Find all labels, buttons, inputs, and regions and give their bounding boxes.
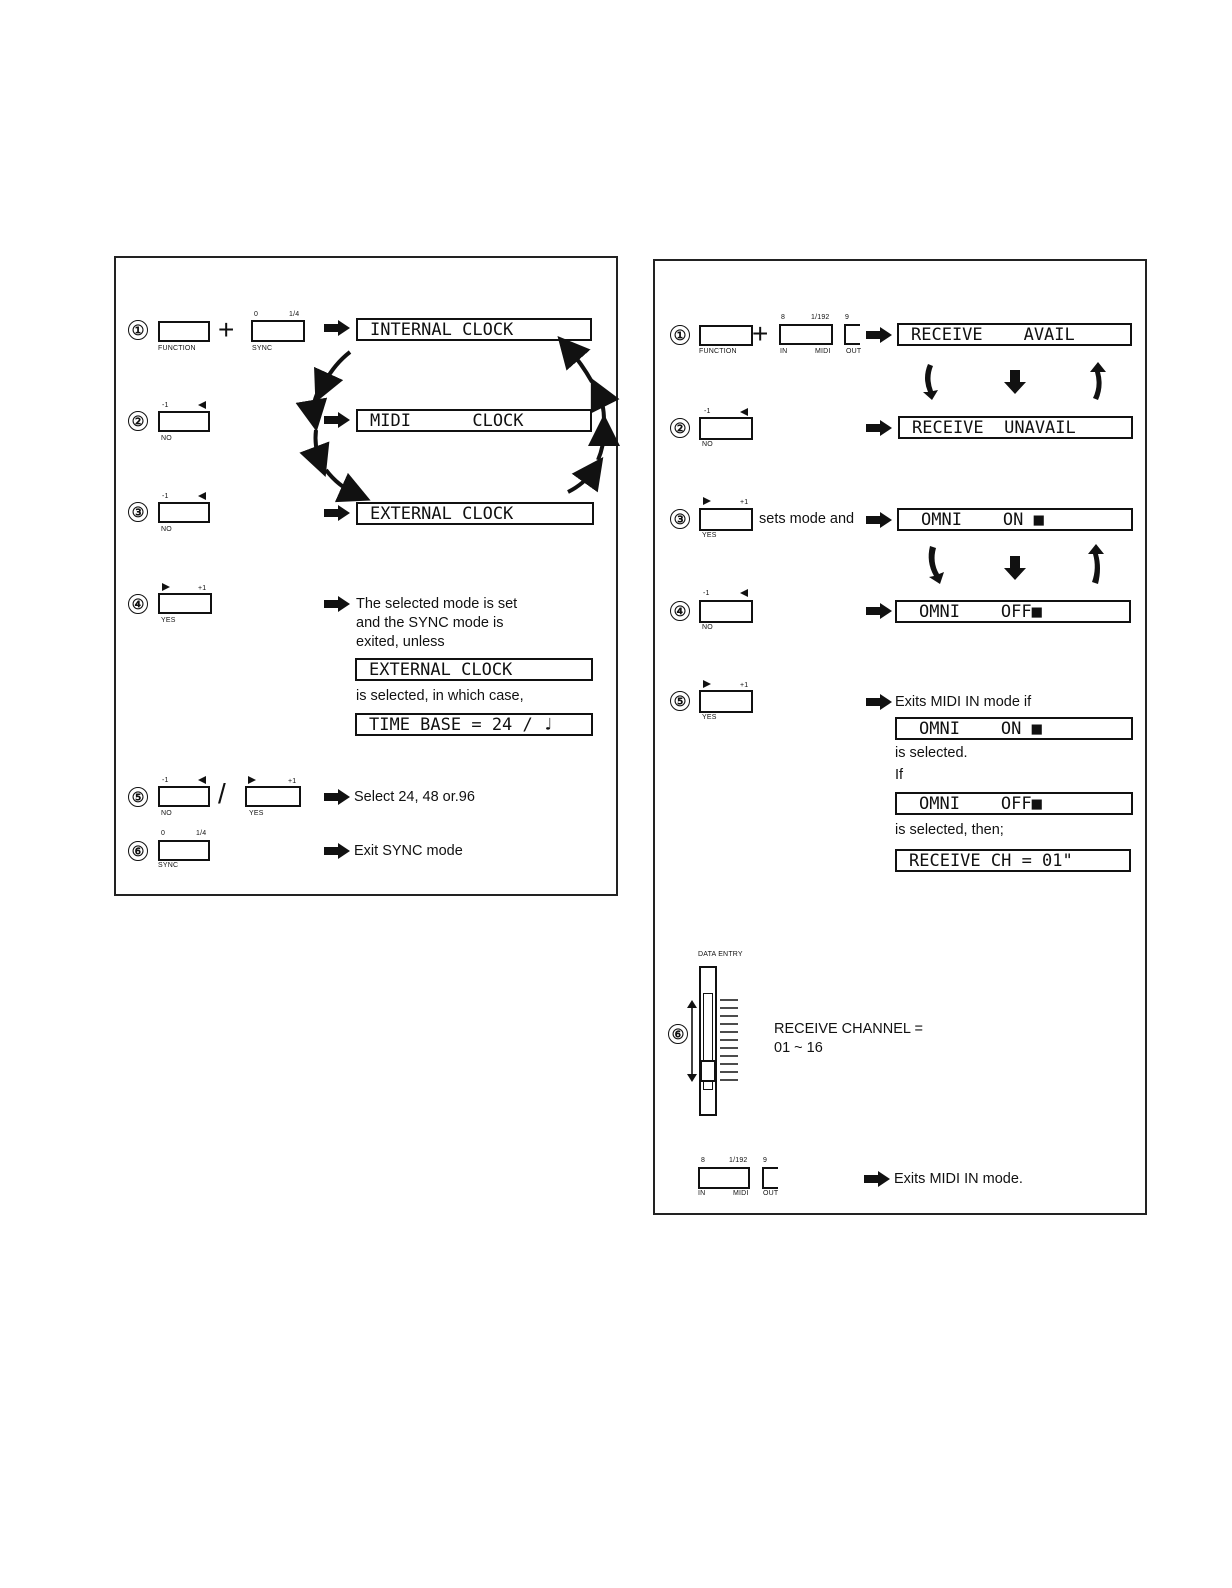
- data-entry-label: DATA ENTRY: [698, 951, 743, 958]
- arrow-right-icon: [324, 505, 350, 521]
- left-triangle-icon: [740, 408, 748, 416]
- plus-sign: +: [218, 314, 235, 345]
- lcd-external-clock-2: EXTERNAL CLOCK: [355, 658, 593, 681]
- lcd-external-clock: EXTERNAL CLOCK: [356, 502, 594, 525]
- lcd-omni-off: OMNI OFF■: [895, 600, 1131, 623]
- midi-key-top-1192: 1/192: [811, 314, 830, 321]
- lcd-midi-clock: MIDI CLOCK: [356, 409, 592, 432]
- yes-key-label: YES: [702, 714, 717, 721]
- left-triangle-icon: [198, 776, 206, 784]
- exit-text: Exits MIDI IN mode.: [894, 1171, 1023, 1187]
- no-key-label: NO: [702, 441, 713, 448]
- step-3-number: ③: [128, 502, 148, 522]
- step-5-is-selected: is selected.: [895, 745, 968, 761]
- midi-in-key[interactable]: [779, 324, 833, 345]
- midi-in-label: IN: [780, 348, 788, 355]
- lcd-internal-clock: INTERNAL CLOCK: [356, 318, 592, 341]
- lcd-receive-ch: RECEIVE CH = 01": [895, 849, 1131, 872]
- step-3-number: ③: [670, 509, 690, 529]
- midi-key-top-8: 8: [701, 1157, 706, 1164]
- step-5-then: is selected, then;: [895, 822, 1004, 838]
- step-5-number: ⑤: [670, 691, 690, 711]
- step-4-text-selected: is selected, in which case,: [356, 688, 524, 704]
- right-triangle-icon: [248, 776, 256, 784]
- step-1-number: ①: [670, 325, 690, 345]
- yes-key[interactable]: [699, 690, 753, 713]
- plus-one-label: +1: [740, 499, 749, 506]
- minus-one-label: -1: [162, 777, 169, 784]
- yes-key[interactable]: [158, 593, 212, 614]
- lcd-time-base: TIME BASE = 24 / ♩: [355, 713, 593, 736]
- step-5-text: Select 24, 48 or.96: [354, 789, 475, 805]
- right-triangle-icon: [703, 680, 711, 688]
- plus-one-label: +1: [288, 778, 297, 785]
- step-2-number: ②: [670, 418, 690, 438]
- midi-key-top-1192: 1/192: [729, 1157, 748, 1164]
- midi-out-key[interactable]: [844, 324, 860, 345]
- midi-mid-label: MIDI: [733, 1190, 749, 1197]
- sync-key-label: SYNC: [252, 345, 273, 352]
- arrow-right-icon: [324, 412, 350, 428]
- step-2-number: ②: [128, 411, 148, 431]
- step-4-number: ④: [128, 594, 148, 614]
- no-key-label: NO: [702, 624, 713, 631]
- no-key-label: NO: [161, 810, 172, 817]
- sync-key[interactable]: [158, 840, 210, 861]
- function-key[interactable]: [699, 325, 753, 346]
- lcd-omni-off-2: OMNI OFF■: [895, 792, 1133, 815]
- yes-key-label: YES: [249, 810, 264, 817]
- step-6-text: Exit SYNC mode: [354, 843, 463, 859]
- right-triangle-icon: [162, 583, 170, 591]
- midi-out-key[interactable]: [762, 1167, 778, 1189]
- arrow-right-icon: [866, 420, 892, 436]
- sync-key[interactable]: [251, 320, 305, 342]
- arrow-right-icon: [866, 603, 892, 619]
- yes-key[interactable]: [245, 786, 301, 807]
- arrow-right-icon: [866, 327, 892, 343]
- right-triangle-icon: [703, 497, 711, 505]
- step-5-number: ⑤: [128, 787, 148, 807]
- lcd-receive-avail: RECEIVE AVAIL: [897, 323, 1132, 346]
- plus-one-label: +1: [740, 682, 749, 689]
- step-5-text: Exits MIDI IN mode if: [895, 694, 1032, 710]
- step-3-text: sets mode and: [759, 511, 855, 527]
- minus-one-label: -1: [162, 493, 169, 500]
- minus-one-label: -1: [162, 402, 169, 409]
- midi-in-key[interactable]: [698, 1167, 750, 1189]
- step-1-number: ①: [128, 320, 148, 340]
- step-4-text-line-2: and the SYNC mode is: [356, 615, 504, 631]
- slider-scale-ticks-icon: [720, 998, 738, 1082]
- midi-key-top-8: 8: [781, 314, 786, 321]
- slash-separator: /: [218, 778, 226, 809]
- function-key-label: FUNCTION: [158, 345, 196, 352]
- yes-key-label: YES: [161, 617, 176, 624]
- no-key[interactable]: [158, 411, 210, 432]
- left-triangle-icon: [198, 492, 206, 500]
- arrow-right-icon: [866, 694, 892, 710]
- step-5-if: If: [895, 767, 904, 783]
- step-4-text-line-3: exited, unless: [356, 634, 445, 650]
- midi-in-label: IN: [698, 1190, 706, 1197]
- minus-one-label: -1: [704, 408, 711, 415]
- sync-key-top-right: 1/4: [196, 830, 207, 837]
- arrow-right-icon: [864, 1171, 890, 1187]
- step-6-number: ⑥: [128, 841, 148, 861]
- function-key-label: FUNCTION: [699, 348, 737, 355]
- step-6-number: ⑥: [668, 1024, 688, 1044]
- lcd-omni-on-2: OMNI ON ■: [895, 717, 1133, 740]
- plus-sign: +: [752, 318, 769, 349]
- midi-mid-label: MIDI: [815, 348, 831, 355]
- arrow-right-icon: [324, 320, 350, 336]
- no-key-label: NO: [161, 435, 172, 442]
- arrow-right-icon: [324, 789, 350, 805]
- function-key[interactable]: [158, 321, 210, 342]
- step-4-text-line-1: The selected mode is set: [356, 596, 518, 612]
- left-triangle-icon: [198, 401, 206, 409]
- midi-key-top-9: 9: [845, 314, 850, 321]
- sync-key-top-left: 0: [254, 311, 259, 318]
- no-key[interactable]: [158, 786, 210, 807]
- yes-key[interactable]: [699, 508, 753, 531]
- step-6-text-line-1: RECEIVE CHANNEL =: [774, 1021, 923, 1037]
- lcd-omni-on: OMNI ON ■: [897, 508, 1133, 531]
- midi-out-label: OUT: [846, 348, 862, 355]
- left-triangle-icon: [740, 589, 748, 597]
- plus-one-label: +1: [198, 585, 207, 592]
- midi-key-top-9: 9: [763, 1157, 768, 1164]
- arrow-right-icon: [866, 512, 892, 528]
- sync-key-top-right: 1/4: [289, 311, 300, 318]
- no-key[interactable]: [699, 600, 753, 623]
- data-entry-slider-knob[interactable]: [700, 1060, 716, 1082]
- up-down-arrow-icon: [687, 1000, 697, 1082]
- yes-key-label: YES: [702, 532, 717, 539]
- step-4-number: ④: [670, 601, 690, 621]
- lcd-receive-unavail: RECEIVE UNAVAIL: [898, 416, 1133, 439]
- minus-one-label: -1: [703, 590, 710, 597]
- sync-key-top-left: 0: [161, 830, 166, 837]
- no-key[interactable]: [699, 417, 753, 440]
- step-6-text-line-2: 01 ~ 16: [774, 1040, 823, 1056]
- arrow-right-icon: [324, 596, 350, 612]
- no-key[interactable]: [158, 502, 210, 523]
- arrow-right-icon: [324, 843, 350, 859]
- midi-out-label: OUT: [763, 1190, 779, 1197]
- sync-key-label: SYNC: [158, 862, 179, 869]
- no-key-label: NO: [161, 526, 172, 533]
